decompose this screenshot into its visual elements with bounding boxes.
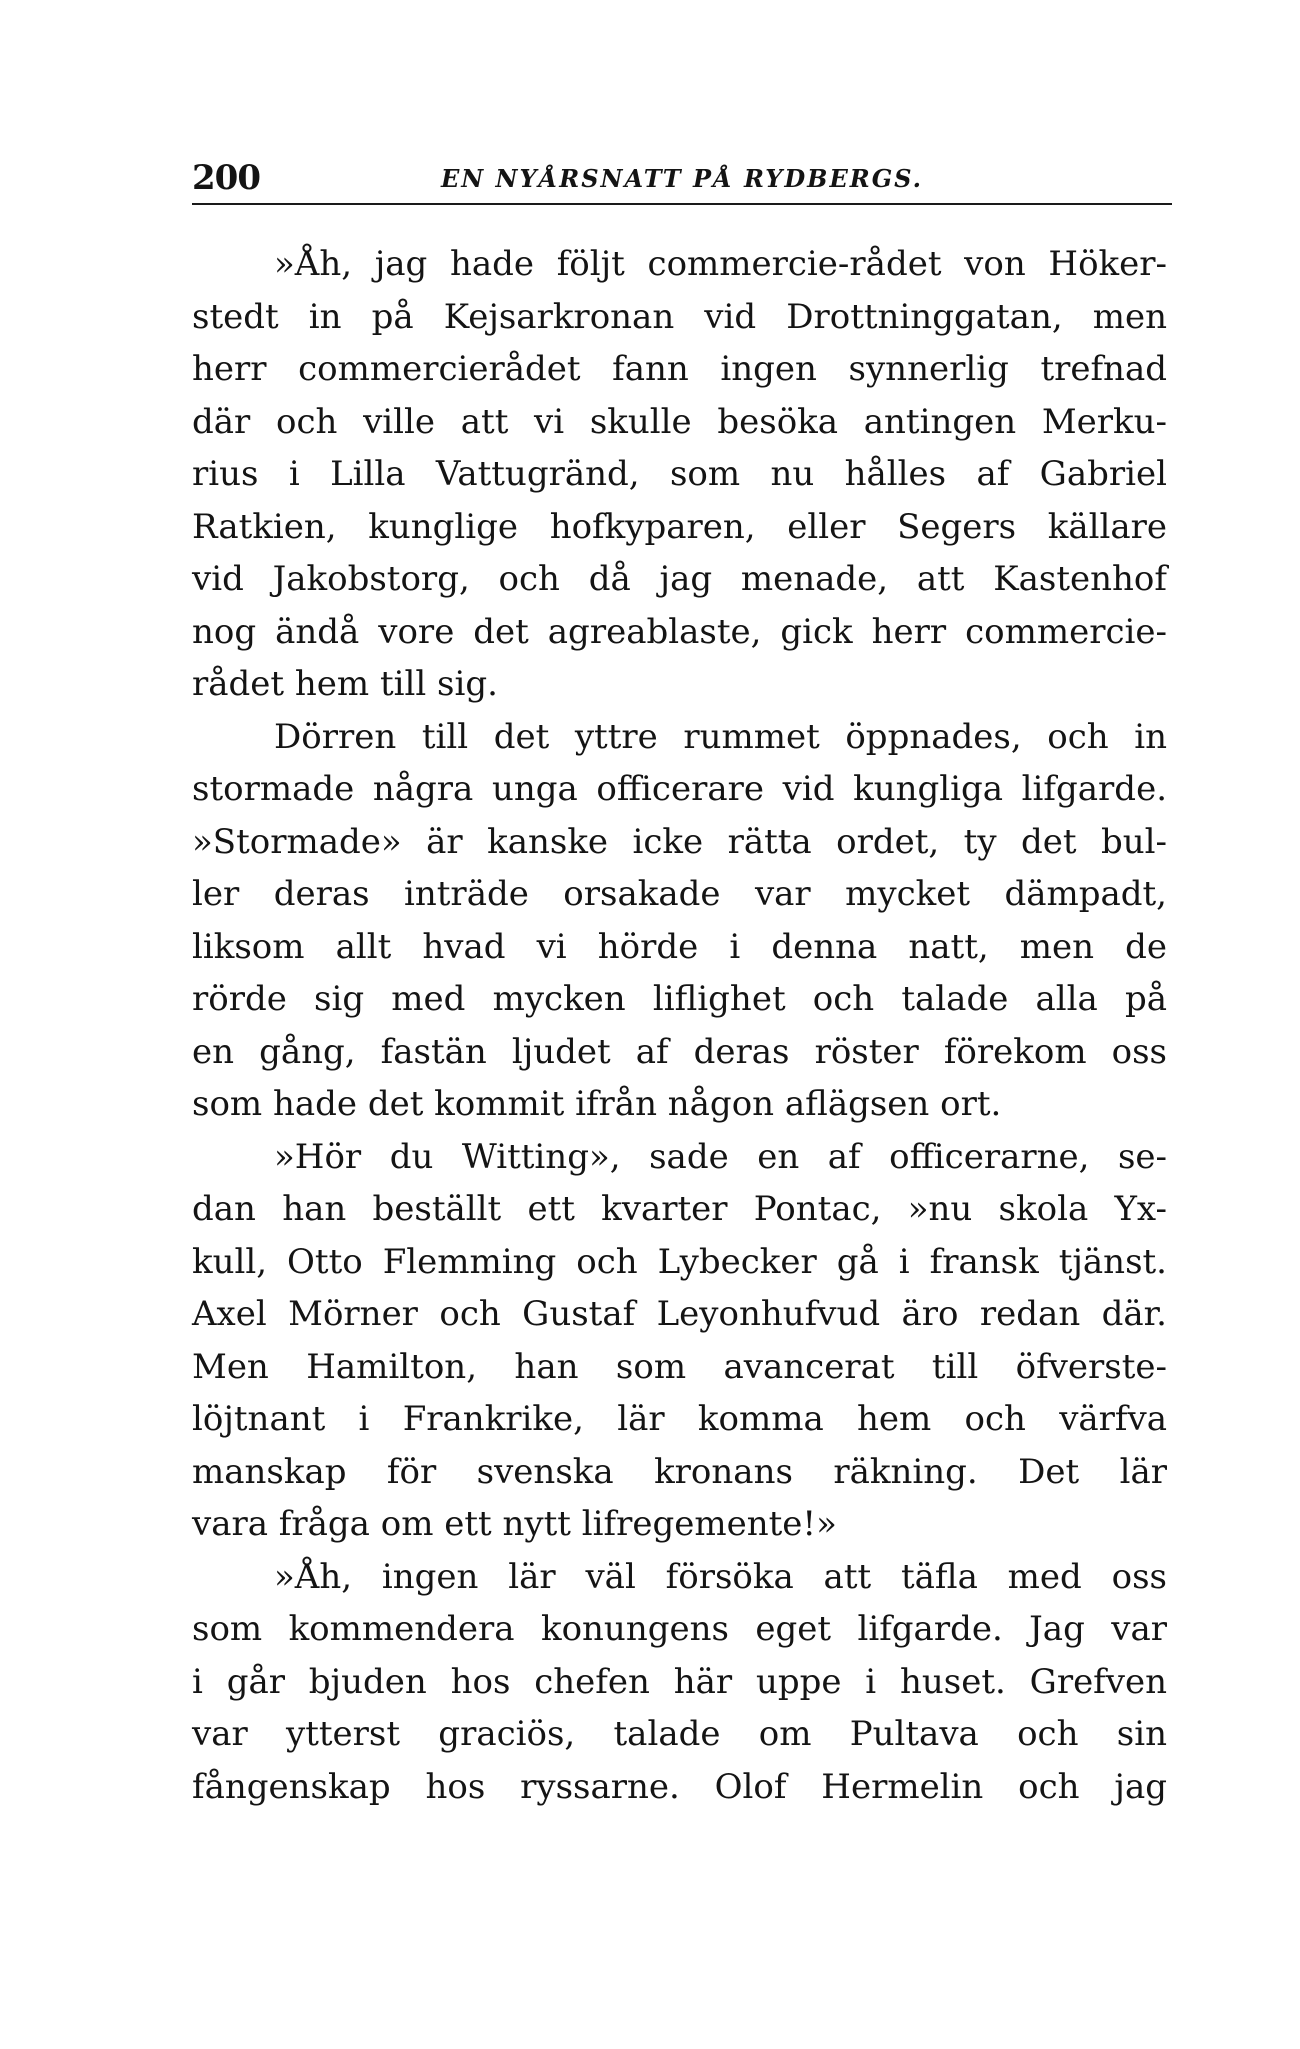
text-line: »Åh, ingen lär väl försöka att täfla med oss [274,1556,1167,1597]
page-number: 200 [192,158,260,198]
running-title: EN NYÅRSNATT PÅ RYDBERGS. [440,164,924,193]
text-line: som kommendera konungens eget lifgarde. Jag var [192,1609,1167,1649]
text-line: »Stormade» är kanske icke rätta ordet, ty det bul- [192,821,1167,862]
text-line: liksom allt hvad vi hörde i denna natt, men de [192,926,1167,967]
text-line: nog ändå vore det agreablaste, gick herr commercie- [192,611,1167,652]
text-line: »Åh, jag hade följt commercie-rådet von Höker- [274,244,1167,284]
text-line: »Hör du Witting», sade en af officerarne, se- [274,1136,1167,1177]
text-line: Dörren till det yttre rummet öppnades, och in [274,716,1167,757]
text-line: manskap för svenska kronans räkning. Det lär [192,1451,1167,1492]
text-line: rörde sig med mycken liflighet och talade alla på [192,979,1167,1019]
text-line: Axel Mörner och Gustaf Leyonhufvud äro redan där. [192,1294,1167,1334]
body-text [192,238,1167,1813]
text-line: löjtnant i Frankrike, lär komma hem och värfva [192,1399,1167,1439]
text-line: stedt in på Kejsarkronan vid Drottninggatan, men [192,296,1167,337]
page-header [192,150,1172,206]
text-line: i går bjuden hos chefen här uppe i huset. Grefven [192,1661,1167,1702]
text-line: rius i Lilla Vattugränd, som nu hålles af Gabriel [192,454,1167,494]
text-line: ler deras inträde orsakade var mycket dämpadt, [192,874,1167,914]
text-line: stormade några unga officerare vid kungliga lifgarde. [192,769,1167,809]
text-line: herr commercierådet fann ingen synnerlig trefnad [192,349,1167,389]
text-line: Men Hamilton, han som avancerat till öfverste- [192,1346,1167,1387]
text-line: fångenskap hos ryssarne. Olof Hermelin och jag [192,1766,1167,1807]
text-line: som hade det kommit ifrån någon aflägsen ort. [192,1084,1002,1124]
text-line: vid Jakobstorg, och då jag menade, att Kastenhof [192,559,1167,599]
text-line: kull, Otto Flemming och Lybecker gå i fransk tjänst. [192,1241,1167,1282]
text-line: rådet hem till sig. [192,664,498,704]
text-line: Ratkien, kunglige hofkyparen, eller Segers källare [192,506,1167,547]
text-line: dan han beställt ett kvarter Pontac, »nu skola Yx- [192,1189,1167,1229]
text-line: var ytterst graciös, talade om Pultava och sin [192,1714,1167,1754]
text-line: en gång, fastän ljudet af deras röster förekom oss [192,1031,1167,1072]
text-line: där och ville att vi skulle besöka antingen Merku- [192,401,1167,442]
header-rule [192,203,1172,205]
text-line: vara fråga om ett nytt lifregemente!» [192,1504,837,1544]
